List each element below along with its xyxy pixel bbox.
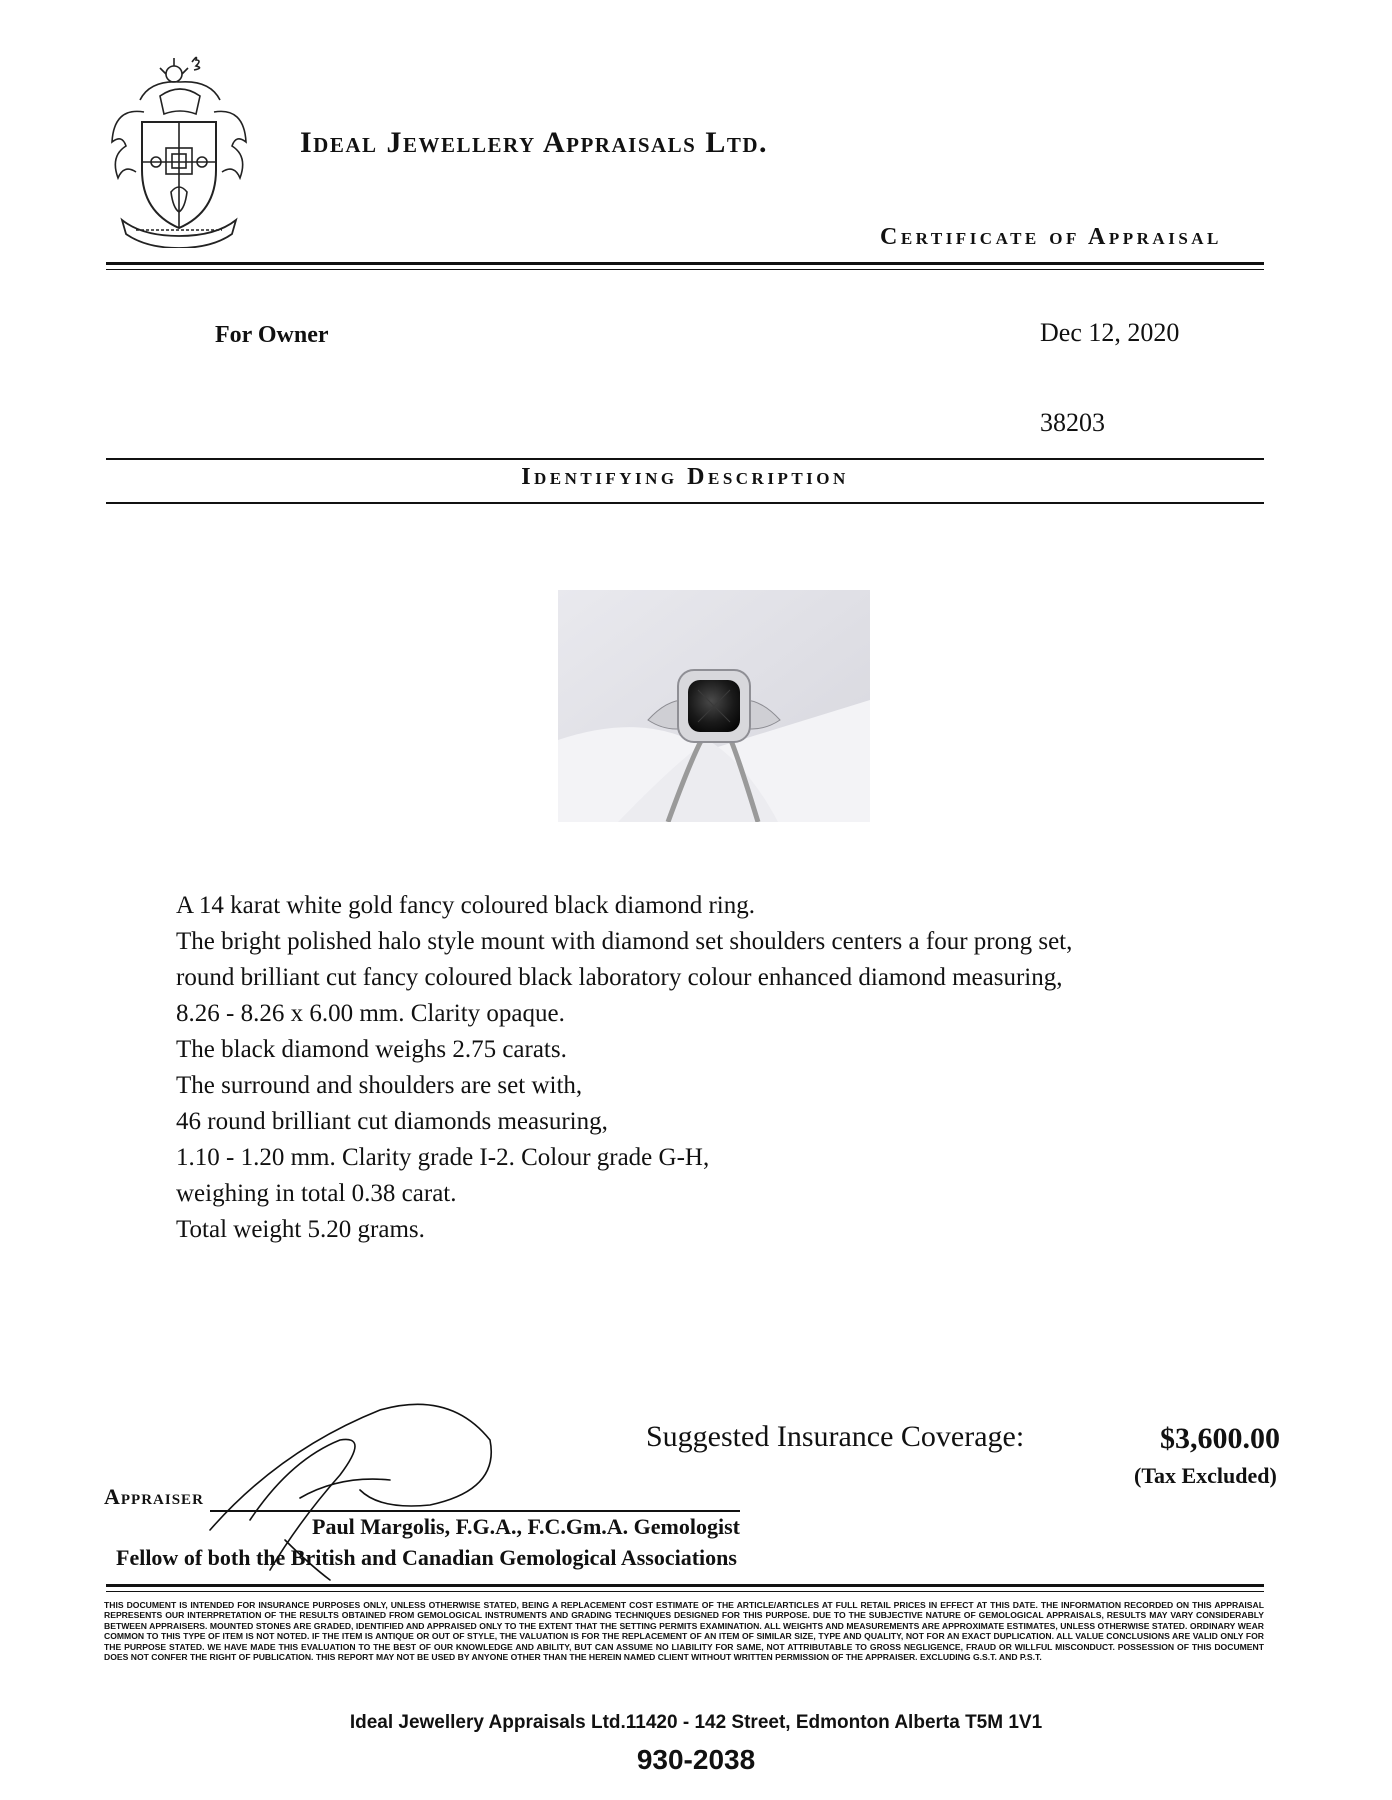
- appraiser-fellowship: Fellow of both the British and Canadian Gemological Associations: [116, 1545, 737, 1570]
- tax-note: (Tax Excluded): [1134, 1463, 1277, 1488]
- reference-number: 38203: [1040, 408, 1105, 437]
- description-line: round brilliant cut fancy coloured black laboratory colour enhanced diamond measuring,: [176, 964, 1063, 991]
- company-name: Ideal Jewellery Appraisals Ltd.: [300, 126, 769, 159]
- description-line: A 14 karat white gold fancy coloured black diamond ring.: [176, 892, 756, 919]
- coverage-label: Suggested Insurance Coverage:: [646, 1420, 1025, 1453]
- ring-photo: [558, 590, 870, 822]
- item-description: [176, 888, 1072, 1248]
- description-line: Total weight 5.20 grams.: [176, 1216, 425, 1243]
- header-divider-thick: [106, 262, 1264, 265]
- description-line: 1.10 - 1.20 mm. Clarity grade I-2. Colour grade G-H,: [176, 1144, 710, 1171]
- section-divider-top: [106, 458, 1264, 460]
- coverage-amount: $3,600.00: [1160, 1422, 1280, 1455]
- owner-label: For Owner: [215, 322, 329, 348]
- appraisal-date: Dec 12, 2020: [1040, 318, 1180, 347]
- appraiser-name: Paul Margolis, F.G.A., F.C.Gm.A. Gemologist: [312, 1514, 740, 1539]
- coat-of-arms-logo: [104, 52, 254, 248]
- description-line: 46 round brilliant cut diamonds measuring,: [176, 1108, 608, 1135]
- section-divider-bottom: [106, 502, 1264, 504]
- disclaimer-text: THIS DOCUMENT IS INTENDED FOR INSURANCE PURPOSES ONLY, UNLESS OTHERWISE STATED, BEING A REPLACEMENT COST ESTIMATE OF THE ARTICLE/ARTICLES AT FULL RETAIL PRICES IN EFFECT AT THIS DATE. THE INFORMATION RECORDED ON THIS APPRAISAL REPRESENTS OUR INTERPRETATION OF THE RESULTS OBTAINED FROM GEMOLOGICAL INSTRUMENTS AND GRADING TECHNIQUES DESIGNED FOR THIS PURPOSE. DUE TO THE SUBJECTIVE NATURE OF GEMOLOGICAL APPRAISALS, RESULTS MAY VARY CONSIDERABLY BETWEEN APPRAISERS. MOUNTED STONES ARE GRADED, IDENTIFIED AND APPRAISED ONLY TO THE EXTENT THAT THE SETTING PERMITS EXAMINATION. ALL WEIGHTS AND MEASUREMENTS ARE APPROXIMATE ESTIMATES, UNLESS OTHERWISE STATED. ORDINARY WEAR COMMON TO THIS TYPE OF ITEM IS NOT NOTED. IF THE ITEM IS ANTIQUE OR OUT OF STYLE, THE VALUATION IS FOR THE REPLACEMENT OF AN ITEM OF SIMILAR SIZE, TYPE AND QUALITY, NOT FOR AN EXACT DUPLICATION. ALL VALUE CONCLUSIONS ARE VALID ONLY FOR THE PURPOSE STATED. WE HAVE MADE THIS EVALUATION TO THE BEST OF OUR KNOWLEDGE AND ABILITY, BUT CAN ASSUME NO LIABILITY FOR SAME, NOT ATTRIBUTABLE TO GROSS NEGLIGENCE, FRAUD OR WILLFUL MISCONDUCT. POSSESSION OF THIS DOCUMENT DOES NOT CONFER THE RIGHT OF PUBLICATION. THIS REPORT MAY NOT BE USED BY ANYONE OTHER THAN THE HEREIN NAMED CLIENT WITHOUT WRITTEN PERMISSION OF THE APPRAISER. EXCLUDING G.S.T. AND P.S.T.: [104, 1600, 1264, 1663]
- section-title: Identifying Description: [521, 464, 849, 490]
- company-phone: 930-2038: [636, 1744, 756, 1775]
- certificate-title: Certificate of Appraisal: [880, 224, 1222, 250]
- header-divider-thin: [106, 269, 1264, 270]
- description-line: 8.26 - 8.26 x 6.00 mm. Clarity opaque.: [176, 1000, 565, 1027]
- description-line: weighing in total 0.38 carat.: [176, 1180, 457, 1207]
- appraiser-label: Appraiser: [104, 1484, 204, 1509]
- description-line: The surround and shoulders are set with,: [176, 1072, 583, 1099]
- company-address: Ideal Jewellery Appraisals Ltd.11420 - 142 Street, Edmonton Alberta T5M 1V1: [349, 1712, 1043, 1733]
- footer-divider-thick: [106, 1584, 1264, 1587]
- footer-divider-thin: [106, 1591, 1264, 1592]
- description-line: The bright polished halo style mount with diamond set shoulders centers a four prong set,: [176, 928, 1073, 955]
- description-line: The black diamond weighs 2.75 carats.: [176, 1036, 567, 1063]
